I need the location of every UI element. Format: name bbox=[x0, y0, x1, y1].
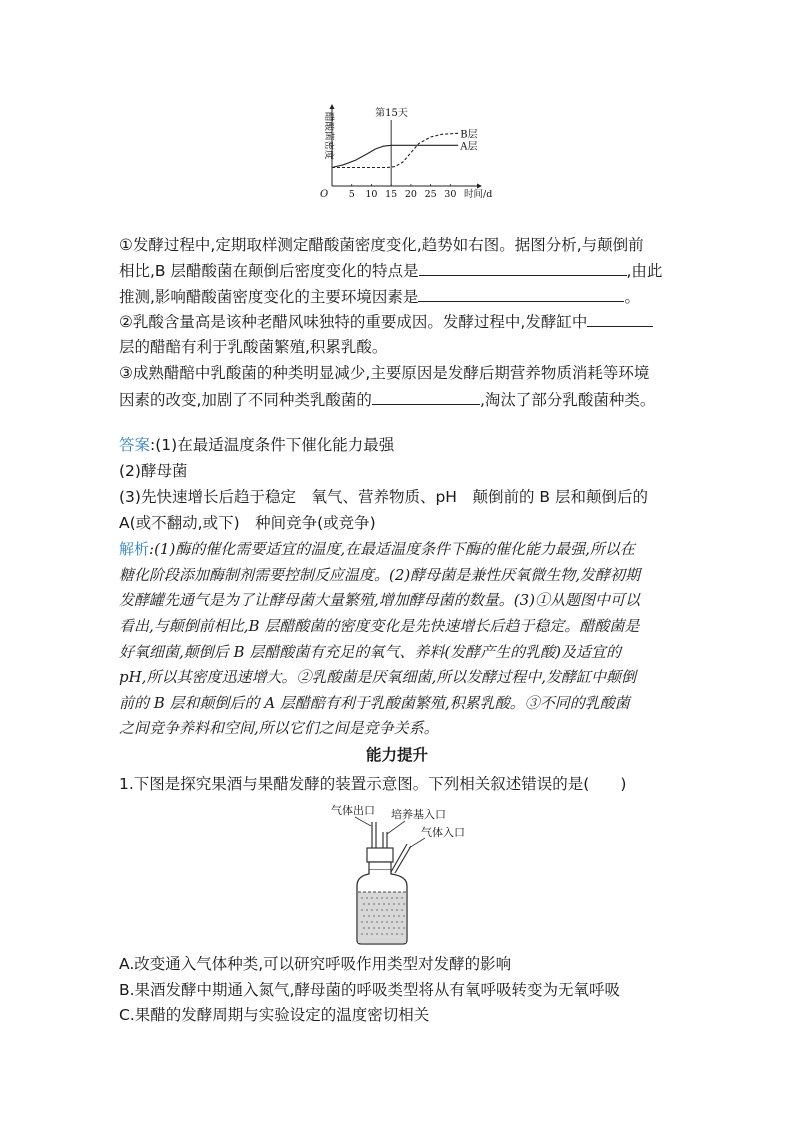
x-tick-label: 20 bbox=[404, 189, 417, 200]
question-line-3-text: 推测,影响醋酸菌密度变化的主要环境因素是 bbox=[119, 288, 419, 306]
answer-blank-3[interactable] bbox=[587, 310, 653, 327]
question-line-4 bbox=[119, 310, 653, 333]
medium-inlet-label: 培养基入口 bbox=[391, 808, 446, 821]
gas-outlet-label: 气体出口 bbox=[331, 804, 375, 817]
q1-option-c[interactable]: C.果醋的发酵周期与实验设定的温度密切相关 bbox=[119, 1006, 430, 1024]
series-line-a bbox=[332, 145, 458, 167]
x-axis-label: 时间/d bbox=[464, 189, 493, 200]
x-tick-label: 5 bbox=[348, 189, 355, 200]
answer-blank-4[interactable] bbox=[372, 388, 480, 405]
explanation-line-8: 之间竞争养料和空间,所以它们之间是竞争关系。 bbox=[119, 719, 439, 737]
question-line-4-text: ②乳酸含量高是该种老醋风味独特的重要成因。发酵过程中,发酵缸中 bbox=[119, 313, 588, 331]
answer-line-4: A(或不翻动,或下) 种间竞争(或竞争) bbox=[119, 514, 376, 532]
x-tick-label: 30 bbox=[444, 189, 457, 200]
question-line-3-tail: 。 bbox=[624, 288, 640, 306]
explanation-label: 解析 bbox=[119, 540, 150, 558]
explanation-line-6: pH,所以其密度迅速增大。②乳酸菌是厌氧细菌,所以发酵过程中,发酵缸中颠倒 bbox=[119, 668, 636, 686]
question-line-7-tail: ,淘汰了部分乳酸菌种类。 bbox=[479, 391, 656, 409]
explanation-line-7: 前的 B 层和颠倒后的 A 层醋醅有利于乳酸菌繁殖,积累乳酸。③不同的乳酸菌 bbox=[119, 694, 630, 712]
x-tick-label: 10 bbox=[365, 189, 378, 200]
x-tick-label: 15 bbox=[385, 189, 398, 200]
medium-inlet-leader bbox=[387, 821, 405, 834]
density-chart bbox=[308, 104, 493, 200]
question-line-3 bbox=[119, 285, 640, 308]
q1-option-b[interactable]: B.果酒发酵中期通入氮气,酵母菌的呼吸类型将从有氧呼吸转变为无氧呼吸 bbox=[119, 981, 620, 999]
q1-stem: 1.下图是探究果酒与果醋发酵的装置示意图。下列相关叙述错误的是( ) bbox=[119, 775, 627, 793]
explanation-line-1 bbox=[119, 538, 635, 560]
section-title: 能力提升 bbox=[365, 746, 428, 764]
question-line-7-text: 因素的改变,加剧了不同种类乳酸菌的 bbox=[119, 391, 372, 409]
y-axis-arrow bbox=[330, 104, 335, 109]
answer-label: 答案 bbox=[119, 436, 151, 454]
answer-blank-2[interactable] bbox=[418, 285, 624, 302]
answer-line-3: (3)先快速增长后趋于稳定 氧气、营养物质、pH 颠倒前的 B 层和颠倒后的 bbox=[119, 488, 648, 506]
liquid bbox=[358, 892, 406, 943]
answer-text-1: :(1)在最适温度条件下催化能力最强 bbox=[150, 436, 395, 454]
explanation-line-3: 发酵罐先通气是为了让酵母菌大量繁殖,增加酵母菌的数量。(3)①从题图中可以 bbox=[119, 591, 641, 609]
question-line-2 bbox=[119, 259, 662, 282]
explanation-line-2: 糖化阶段添加酶制剂需要控制反应温度。(2)酵母菌是兼性厌氧微生物,发酵初期 bbox=[119, 566, 641, 584]
answer-line-1 bbox=[119, 434, 394, 456]
question-line-5: 层的醋醅有利于乳酸菌繁殖,积累乳酸。 bbox=[119, 338, 388, 356]
gas-outlet-leader bbox=[355, 817, 371, 826]
answer-blank-1[interactable] bbox=[419, 259, 627, 276]
y-axis-label: 醋酸菌密度 bbox=[323, 112, 334, 160]
series-label-b: B层 bbox=[460, 129, 478, 141]
gas-inlet-label: 气体入口 bbox=[421, 826, 465, 839]
bottle-neck bbox=[369, 862, 391, 870]
origin-label: O bbox=[320, 189, 329, 200]
question-line-7 bbox=[119, 388, 655, 411]
question-line-2-tail: ,由此 bbox=[626, 262, 663, 280]
day-15-annotation: 第15天 bbox=[375, 108, 408, 119]
question-line-1: ①发酵过程中,定期取样测定醋酸菌密度变化,趋势如右图。据图分析,与颠倒前 bbox=[119, 236, 644, 254]
bottle-stopper bbox=[367, 848, 393, 862]
x-axis-arrow bbox=[477, 184, 482, 189]
x-tick-label: 25 bbox=[424, 189, 437, 200]
fermentation-apparatus-diagram bbox=[325, 800, 475, 946]
answer-line-2: (2)酵母菌 bbox=[119, 462, 188, 480]
explanation-line-4: 看出,与颠倒前相比,B 层醋酸菌的密度变化是先快速增长后趋于稳定。醋酸菌是 bbox=[119, 617, 640, 635]
explanation-text-1: :(1)酶的催化需要适宜的温度,在最适温度条件下酶的催化能力最强,所以在 bbox=[149, 540, 635, 558]
question-line-6: ③成熟醋醅中乳酸菌的种类明显减少,主要原因是发酵后期营养物质消耗等环境 bbox=[119, 364, 650, 382]
series-label-a: A层 bbox=[460, 141, 478, 153]
question-line-2-text: 相比,B 层醋酸菌在颠倒后密度变化的特点是 bbox=[119, 262, 419, 280]
explanation-line-5: 好氧细菌,颠倒后 B 层醋酸菌有充足的氧气、养料(发酵产生的乳酸)及适宜的 bbox=[119, 643, 622, 661]
q1-option-a[interactable]: A.改变通入气体种类,可以研究呼吸作用类型对发酵的影响 bbox=[119, 955, 512, 973]
